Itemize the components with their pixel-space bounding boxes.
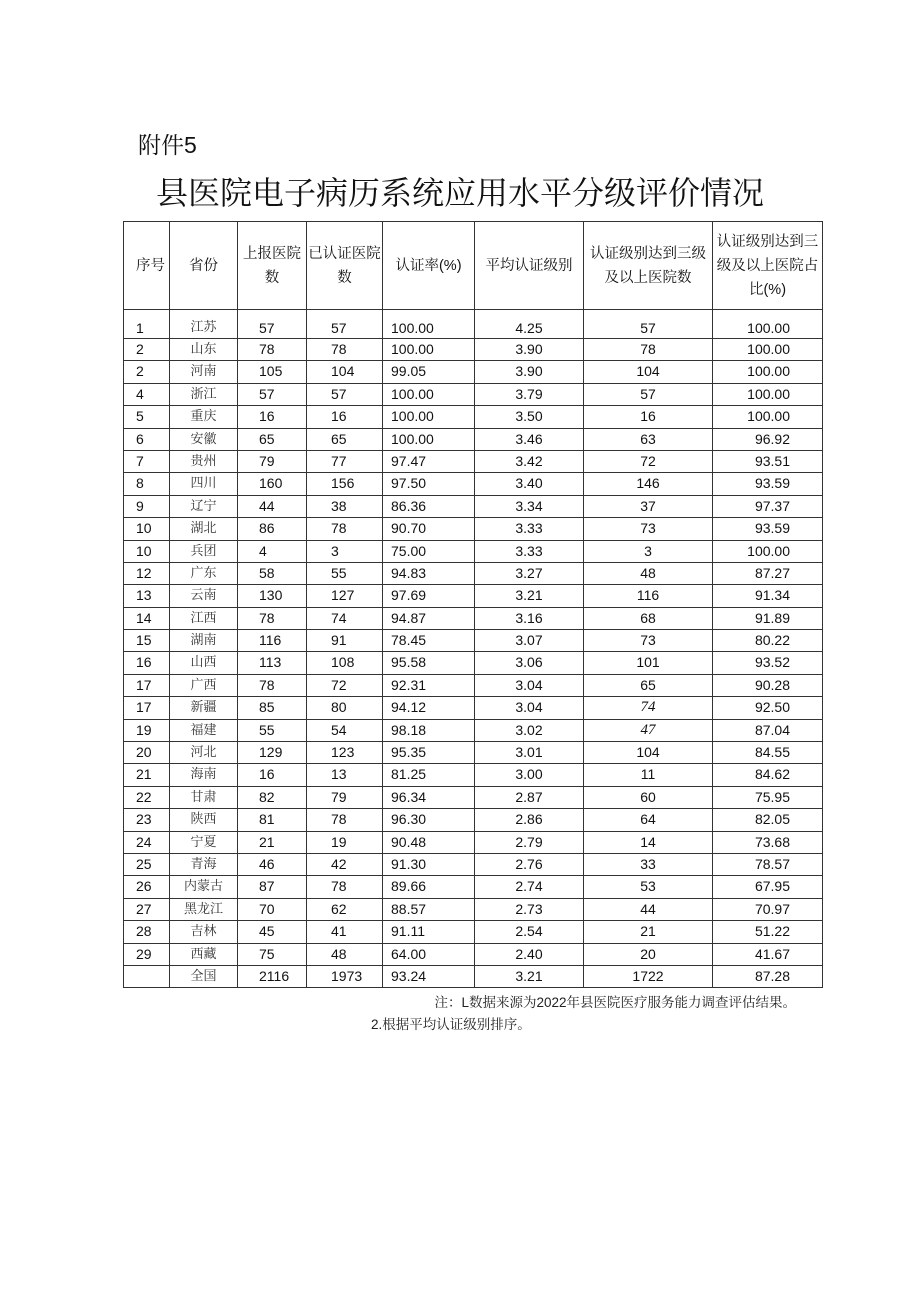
cell-reported: 130 (238, 585, 307, 607)
cell-certified: 48 (307, 943, 383, 965)
cell-reported: 70 (238, 898, 307, 920)
cell-cert-rate: 96.34 (383, 786, 475, 808)
cell-level3-ratio: 97.37 (713, 495, 823, 517)
cell-seq: 4 (124, 383, 170, 405)
cell-seq: 10 (124, 518, 170, 540)
note-source: 注：L数据来源为2022年县医院医疗服务能力调查评估结果。 (434, 995, 796, 1010)
cell-certified: 108 (307, 652, 383, 674)
cell-avg-level: 2.40 (475, 943, 584, 965)
cell-seq: 15 (124, 630, 170, 652)
cell-level3-count: 78 (584, 339, 713, 361)
cell-level3-ratio: 96.92 (713, 428, 823, 450)
cell-reported: 16 (238, 406, 307, 428)
cell-certified: 42 (307, 853, 383, 875)
cell-level3-count: 72 (584, 450, 713, 472)
cell-cert-rate: 98.18 (383, 719, 475, 741)
cell-avg-level: 3.04 (475, 674, 584, 696)
table-row (124, 853, 823, 875)
table-row (124, 674, 823, 696)
table-row (124, 742, 823, 764)
attachment-label: 附件5 (138, 132, 197, 158)
cell-cert-rate: 81.25 (383, 764, 475, 786)
cell-province: 内蒙古 (170, 876, 238, 898)
cell-level3-count: 68 (584, 607, 713, 629)
cell-certified: 78 (307, 518, 383, 540)
cell-cert-rate: 91.30 (383, 853, 475, 875)
cell-seq: 21 (124, 764, 170, 786)
cell-avg-level: 2.76 (475, 853, 584, 875)
cell-avg-level: 3.34 (475, 495, 584, 517)
cell-level3-count: 74 (584, 697, 713, 719)
cell-province: 广西 (170, 674, 238, 696)
cell-seq: 27 (124, 898, 170, 920)
cell-seq: 14 (124, 607, 170, 629)
cell-level3-ratio: 93.59 (713, 518, 823, 540)
cell-reported: 46 (238, 853, 307, 875)
table-row (124, 310, 823, 339)
table-row (124, 518, 823, 540)
cell-cert-rate: 64.00 (383, 943, 475, 965)
cell-level3-count: 53 (584, 876, 713, 898)
table-row (124, 540, 823, 562)
cell-province: 湖北 (170, 518, 238, 540)
cell-reported: 57 (238, 383, 307, 405)
cell-level3-count: 33 (584, 853, 713, 875)
cell-certified: 19 (307, 831, 383, 853)
cell-certified: 104 (307, 361, 383, 383)
cell-level3-count: 44 (584, 898, 713, 920)
cell-cert-rate: 90.48 (383, 831, 475, 853)
table-total-row (124, 965, 823, 987)
cell-cert-rate: 75.00 (383, 540, 475, 562)
cell-certified: 91 (307, 630, 383, 652)
cell-certified: 57 (307, 383, 383, 405)
table-row (124, 339, 823, 361)
cell-level3-ratio: 51.22 (713, 921, 823, 943)
cell-cert-rate: 100.00 (383, 310, 475, 339)
cell-reported: 45 (238, 921, 307, 943)
cell-level3-count: 63 (584, 428, 713, 450)
cell-level3-ratio: 87.28 (713, 965, 823, 987)
cell-reported: 116 (238, 630, 307, 652)
cell-seq: 8 (124, 473, 170, 495)
cell-province: 安徽 (170, 428, 238, 450)
cell-province: 青海 (170, 853, 238, 875)
cell-cert-rate: 100.00 (383, 428, 475, 450)
cell-avg-level: 3.01 (475, 742, 584, 764)
table-row (124, 764, 823, 786)
cell-avg-level: 3.21 (475, 965, 584, 987)
cell-level3-ratio: 70.97 (713, 898, 823, 920)
table-row (124, 831, 823, 853)
cell-province: 甘肃 (170, 786, 238, 808)
cell-seq: 24 (124, 831, 170, 853)
cell-level3-ratio: 90.28 (713, 674, 823, 696)
evaluation-table (123, 221, 823, 988)
cell-level3-ratio: 91.34 (713, 585, 823, 607)
cell-avg-level: 3.06 (475, 652, 584, 674)
cell-province: 全国 (170, 965, 238, 987)
cell-certified: 55 (307, 562, 383, 584)
header-level3-count: 认证级别达到三级及以上医院数 (584, 222, 713, 310)
cell-avg-level: 2.74 (475, 876, 584, 898)
cell-level3-count: 60 (584, 786, 713, 808)
cell-level3-ratio: 84.62 (713, 764, 823, 786)
cell-province: 西藏 (170, 943, 238, 965)
cell-province: 新疆 (170, 697, 238, 719)
cell-province: 浙江 (170, 383, 238, 405)
cell-reported: 113 (238, 652, 307, 674)
cell-level3-ratio: 91.89 (713, 607, 823, 629)
cell-avg-level: 3.27 (475, 562, 584, 584)
cell-province: 重庆 (170, 406, 238, 428)
cell-certified: 127 (307, 585, 383, 607)
cell-reported: 129 (238, 742, 307, 764)
cell-seq: 22 (124, 786, 170, 808)
cell-certified: 13 (307, 764, 383, 786)
cell-reported: 2116 (238, 965, 307, 987)
cell-province: 山西 (170, 652, 238, 674)
header-level3-ratio: 认证级别达到三级及以上医院占比(%) (713, 222, 823, 310)
cell-certified: 1973 (307, 965, 383, 987)
cell-certified: 65 (307, 428, 383, 450)
header-reported: 上报医院数 (238, 222, 307, 310)
table-row (124, 876, 823, 898)
cell-certified: 80 (307, 697, 383, 719)
cell-avg-level: 2.87 (475, 786, 584, 808)
cell-avg-level: 3.90 (475, 361, 584, 383)
cell-reported: 160 (238, 473, 307, 495)
cell-avg-level: 3.40 (475, 473, 584, 495)
cell-level3-count: 37 (584, 495, 713, 517)
cell-certified: 54 (307, 719, 383, 741)
cell-reported: 87 (238, 876, 307, 898)
cell-avg-level: 2.73 (475, 898, 584, 920)
cell-level3-count: 73 (584, 518, 713, 540)
cell-reported: 44 (238, 495, 307, 517)
cell-certified: 62 (307, 898, 383, 920)
cell-certified: 123 (307, 742, 383, 764)
table-row (124, 719, 823, 741)
table-row (124, 406, 823, 428)
cell-level3-count: 47 (584, 719, 713, 741)
table-row (124, 473, 823, 495)
cell-seq: 20 (124, 742, 170, 764)
cell-reported: 105 (238, 361, 307, 383)
table-row (124, 652, 823, 674)
cell-avg-level: 3.46 (475, 428, 584, 450)
cell-level3-count: 57 (584, 383, 713, 405)
table-row (124, 428, 823, 450)
cell-level3-count: 1722 (584, 965, 713, 987)
cell-cert-rate: 99.05 (383, 361, 475, 383)
cell-level3-ratio: 75.95 (713, 786, 823, 808)
cell-seq: 23 (124, 809, 170, 831)
cell-province: 吉林 (170, 921, 238, 943)
cell-reported: 81 (238, 809, 307, 831)
cell-cert-rate: 95.58 (383, 652, 475, 674)
cell-seq: 12 (124, 562, 170, 584)
cell-certified: 38 (307, 495, 383, 517)
cell-level3-ratio: 100.00 (713, 406, 823, 428)
cell-level3-count: 104 (584, 742, 713, 764)
table-header-row (124, 222, 823, 310)
cell-cert-rate: 89.66 (383, 876, 475, 898)
cell-certified: 78 (307, 339, 383, 361)
cell-level3-ratio: 93.51 (713, 450, 823, 472)
table-row (124, 562, 823, 584)
cell-level3-count: 48 (584, 562, 713, 584)
cell-seq: 6 (124, 428, 170, 450)
cell-reported: 85 (238, 697, 307, 719)
cell-reported: 78 (238, 607, 307, 629)
cell-cert-rate: 93.24 (383, 965, 475, 987)
cell-province: 河南 (170, 361, 238, 383)
header-cert-rate: 认证率(%) (383, 222, 475, 310)
cell-seq: 5 (124, 406, 170, 428)
cell-level3-ratio: 84.55 (713, 742, 823, 764)
cell-certified: 41 (307, 921, 383, 943)
cell-cert-rate: 91.11 (383, 921, 475, 943)
cell-province: 河北 (170, 742, 238, 764)
table-row (124, 697, 823, 719)
cell-level3-count: 146 (584, 473, 713, 495)
cell-province: 山东 (170, 339, 238, 361)
table-row (124, 383, 823, 405)
header-province: 省份 (170, 222, 238, 310)
cell-cert-rate: 90.70 (383, 518, 475, 540)
cell-level3-ratio: 73.68 (713, 831, 823, 853)
cell-level3-count: 3 (584, 540, 713, 562)
cell-level3-count: 101 (584, 652, 713, 674)
cell-level3-ratio: 87.04 (713, 719, 823, 741)
cell-seq: 7 (124, 450, 170, 472)
cell-reported: 21 (238, 831, 307, 853)
cell-seq: 2 (124, 361, 170, 383)
cell-province: 宁夏 (170, 831, 238, 853)
table-row (124, 786, 823, 808)
cell-avg-level: 2.79 (475, 831, 584, 853)
cell-level3-ratio: 41.67 (713, 943, 823, 965)
cell-avg-level: 3.00 (475, 764, 584, 786)
cell-seq: 26 (124, 876, 170, 898)
cell-seq: 25 (124, 853, 170, 875)
cell-level3-count: 116 (584, 585, 713, 607)
cell-level3-ratio: 78.57 (713, 853, 823, 875)
header-certified: 已认证医院数 (307, 222, 383, 310)
cell-cert-rate: 100.00 (383, 383, 475, 405)
cell-avg-level: 3.21 (475, 585, 584, 607)
header-avg-level: 平均认证级别 (475, 222, 584, 310)
cell-reported: 65 (238, 428, 307, 450)
cell-avg-level: 3.02 (475, 719, 584, 741)
cell-level3-count: 21 (584, 921, 713, 943)
cell-certified: 78 (307, 876, 383, 898)
cell-avg-level: 3.33 (475, 540, 584, 562)
cell-level3-ratio: 93.52 (713, 652, 823, 674)
cell-reported: 86 (238, 518, 307, 540)
table-row (124, 898, 823, 920)
cell-seq: 9 (124, 495, 170, 517)
cell-reported: 4 (238, 540, 307, 562)
cell-level3-count: 73 (584, 630, 713, 652)
cell-seq: 19 (124, 719, 170, 741)
table-body (124, 310, 823, 988)
cell-cert-rate: 95.35 (383, 742, 475, 764)
cell-seq: 10 (124, 540, 170, 562)
cell-level3-ratio: 100.00 (713, 540, 823, 562)
cell-certified: 72 (307, 674, 383, 696)
cell-province: 湖南 (170, 630, 238, 652)
cell-reported: 58 (238, 562, 307, 584)
cell-level3-ratio: 82.05 (713, 809, 823, 831)
cell-avg-level: 3.90 (475, 339, 584, 361)
cell-certified: 79 (307, 786, 383, 808)
cell-province: 江苏 (170, 310, 238, 339)
cell-level3-ratio: 92.50 (713, 697, 823, 719)
cell-certified: 16 (307, 406, 383, 428)
cell-certified: 156 (307, 473, 383, 495)
table-row (124, 495, 823, 517)
cell-province: 黑龙江 (170, 898, 238, 920)
cell-level3-ratio: 100.00 (713, 361, 823, 383)
cell-seq: 29 (124, 943, 170, 965)
cell-cert-rate: 97.50 (383, 473, 475, 495)
cell-certified: 57 (307, 310, 383, 339)
cell-province: 陕西 (170, 809, 238, 831)
cell-level3-ratio: 67.95 (713, 876, 823, 898)
cell-province: 广东 (170, 562, 238, 584)
cell-avg-level: 4.25 (475, 310, 584, 339)
cell-avg-level: 3.04 (475, 697, 584, 719)
cell-seq: 28 (124, 921, 170, 943)
cell-avg-level: 3.07 (475, 630, 584, 652)
cell-cert-rate: 86.36 (383, 495, 475, 517)
cell-reported: 78 (238, 674, 307, 696)
cell-reported: 82 (238, 786, 307, 808)
cell-level3-count: 14 (584, 831, 713, 853)
header-seq: 序号 (124, 222, 170, 310)
cell-cert-rate: 100.00 (383, 406, 475, 428)
cell-seq: 13 (124, 585, 170, 607)
cell-cert-rate: 92.31 (383, 674, 475, 696)
cell-level3-ratio: 93.59 (713, 473, 823, 495)
cell-seq: 16 (124, 652, 170, 674)
table-row (124, 450, 823, 472)
cell-avg-level: 2.86 (475, 809, 584, 831)
cell-avg-level: 3.79 (475, 383, 584, 405)
cell-level3-count: 104 (584, 361, 713, 383)
table-row (124, 361, 823, 383)
cell-avg-level: 2.54 (475, 921, 584, 943)
table-row (124, 809, 823, 831)
cell-cert-rate: 96.30 (383, 809, 475, 831)
cell-level3-ratio: 100.00 (713, 339, 823, 361)
cell-level3-ratio: 100.00 (713, 383, 823, 405)
cell-avg-level: 3.33 (475, 518, 584, 540)
cell-seq: 17 (124, 674, 170, 696)
cell-certified: 74 (307, 607, 383, 629)
table-row (124, 630, 823, 652)
cell-reported: 57 (238, 310, 307, 339)
cell-level3-count: 64 (584, 809, 713, 831)
cell-cert-rate: 97.47 (383, 450, 475, 472)
cell-level3-count: 65 (584, 674, 713, 696)
cell-cert-rate: 94.12 (383, 697, 475, 719)
table-row (124, 943, 823, 965)
cell-reported: 75 (238, 943, 307, 965)
table-row (124, 607, 823, 629)
cell-province: 云南 (170, 585, 238, 607)
cell-reported: 79 (238, 450, 307, 472)
cell-province: 贵州 (170, 450, 238, 472)
cell-cert-rate: 94.87 (383, 607, 475, 629)
cell-level3-ratio: 87.27 (713, 562, 823, 584)
cell-level3-count: 57 (584, 310, 713, 339)
cell-certified: 77 (307, 450, 383, 472)
cell-level3-ratio: 100.00 (713, 310, 823, 339)
cell-level3-count: 11 (584, 764, 713, 786)
note-sorting: 2.根据平均认证级别排序。 (371, 1017, 531, 1032)
page-title: 县医院电子病历系统应用水平分级评价情况 (155, 175, 764, 211)
cell-avg-level: 3.50 (475, 406, 584, 428)
cell-province: 江西 (170, 607, 238, 629)
cell-cert-rate: 94.83 (383, 562, 475, 584)
cell-cert-rate: 100.00 (383, 339, 475, 361)
cell-province: 兵团 (170, 540, 238, 562)
cell-reported: 78 (238, 339, 307, 361)
cell-reported: 16 (238, 764, 307, 786)
cell-province: 辽宁 (170, 495, 238, 517)
cell-province: 海南 (170, 764, 238, 786)
cell-seq: 2 (124, 339, 170, 361)
cell-seq: 1 (124, 310, 170, 339)
cell-reported: 55 (238, 719, 307, 741)
cell-cert-rate: 97.69 (383, 585, 475, 607)
cell-avg-level: 3.16 (475, 607, 584, 629)
cell-seq (124, 965, 170, 987)
table-row (124, 585, 823, 607)
cell-cert-rate: 78.45 (383, 630, 475, 652)
cell-avg-level: 3.42 (475, 450, 584, 472)
cell-cert-rate: 88.57 (383, 898, 475, 920)
cell-certified: 78 (307, 809, 383, 831)
cell-province: 福建 (170, 719, 238, 741)
cell-level3-ratio: 80.22 (713, 630, 823, 652)
table-row (124, 921, 823, 943)
cell-level3-count: 16 (584, 406, 713, 428)
cell-seq: 17 (124, 697, 170, 719)
cell-province: 四川 (170, 473, 238, 495)
cell-certified: 3 (307, 540, 383, 562)
cell-level3-count: 20 (584, 943, 713, 965)
